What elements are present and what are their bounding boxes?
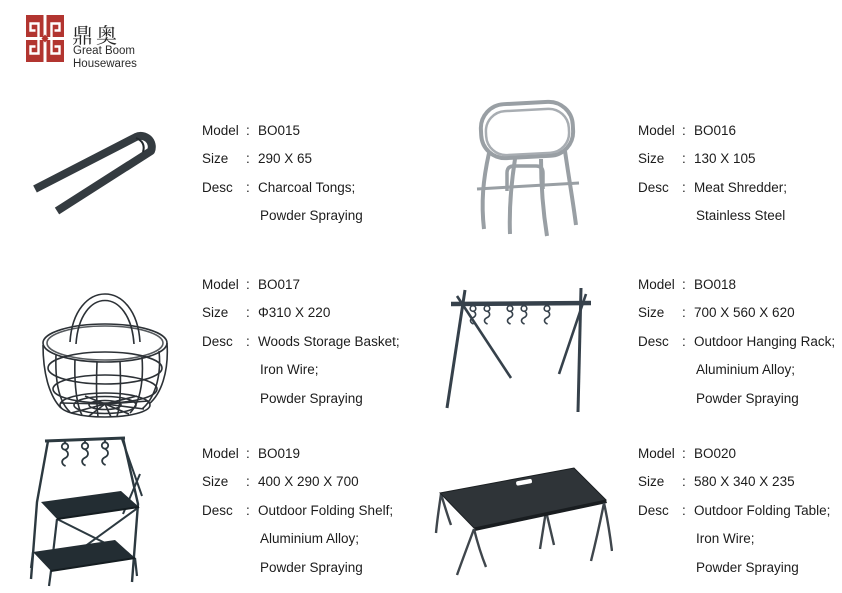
colon: : (246, 474, 250, 490)
desc-value: Aluminium Alloy; (260, 531, 360, 547)
desc-value: Charcoal Tongs; (258, 179, 356, 195)
product-image-outdoor-hanging-rack (437, 262, 615, 417)
spec-size-line (202, 145, 363, 174)
desc-value: Outdoor Folding Shelf; (258, 502, 394, 518)
product-image-meat-shredder (455, 95, 585, 240)
colon: : (682, 333, 686, 349)
colon: : (682, 502, 686, 518)
model-label: Model (202, 122, 239, 138)
desc-value: Iron Wire; (260, 362, 319, 378)
size-label: Size (202, 474, 229, 490)
spec-model-line (202, 270, 400, 299)
meat-shredder-icon (455, 95, 585, 240)
desc-value: Powder Spraying (696, 390, 799, 406)
size-value: 290 X 65 (258, 151, 313, 167)
size-label: Size (638, 305, 665, 321)
product-image-charcoal-tongs (20, 108, 190, 228)
colon: : (682, 474, 686, 490)
spec-size-line (638, 145, 787, 174)
product-spec-bo019 (202, 439, 393, 582)
product-spec-bo017 (202, 270, 400, 413)
model-label: Model (202, 276, 239, 292)
size-value: 700 X 560 X 620 (694, 305, 795, 321)
spec-desc-cont-line (638, 553, 830, 582)
model-label: Model (638, 276, 675, 292)
desc-value: Woods Storage Basket; (258, 333, 400, 349)
desc-value: Powder Spraying (260, 559, 363, 575)
spec-desc-cont-line (638, 525, 830, 554)
spec-desc-line (638, 496, 830, 525)
spec-desc-line (202, 327, 400, 356)
model-label: Model (202, 445, 239, 461)
size-value: 400 X 290 X 700 (258, 474, 359, 490)
spec-desc-line (638, 173, 787, 202)
model-value: BO017 (258, 276, 301, 292)
colon: : (246, 179, 250, 195)
spec-size-line (202, 468, 393, 497)
colon: : (246, 333, 250, 349)
product-image-wire-storage-basket (25, 252, 185, 428)
model-label: Model (638, 445, 675, 461)
desc-value: Outdoor Folding Table; (694, 502, 831, 518)
spec-model-line (638, 116, 787, 145)
spec-model-line (638, 439, 830, 468)
size-value: Φ310 X 220 (258, 305, 331, 321)
size-label: Size (638, 474, 665, 490)
desc-label: Desc (202, 179, 233, 195)
folding-shelf-icon (25, 424, 185, 592)
hanging-rack-icon (437, 262, 615, 417)
model-label: Model (638, 122, 675, 138)
desc-label: Desc (638, 333, 669, 349)
product-spec-bo015 (202, 116, 363, 230)
colon: : (682, 179, 686, 195)
brand-english-name-line2: Housewares (73, 58, 137, 70)
product-spec-bo018 (638, 270, 835, 413)
desc-value: Meat Shredder; (694, 179, 788, 195)
colon: : (246, 122, 250, 138)
folding-table-icon (428, 453, 613, 585)
spec-model-line (202, 116, 363, 145)
colon: : (682, 122, 686, 138)
spec-desc-line (202, 173, 363, 202)
spec-desc-cont-line (202, 202, 363, 231)
colon: : (246, 151, 250, 167)
model-value: BO019 (258, 445, 301, 461)
spec-desc-cont-line (638, 384, 835, 413)
colon: : (246, 502, 250, 518)
spec-desc-cont-line (202, 356, 400, 385)
product-spec-bo020 (638, 439, 830, 582)
size-value: 580 X 340 X 235 (694, 474, 795, 490)
colon: : (682, 276, 686, 292)
colon: : (682, 151, 686, 167)
spec-size-line (638, 468, 830, 497)
model-value: BO020 (694, 445, 737, 461)
model-value: BO015 (258, 122, 301, 138)
desc-label: Desc (638, 179, 669, 195)
colon: : (682, 445, 686, 461)
spec-model-line (638, 270, 835, 299)
desc-value: Powder Spraying (696, 559, 799, 575)
size-label: Size (202, 151, 229, 167)
desc-value: Aluminium Alloy; (696, 362, 796, 378)
wire-basket-icon (25, 252, 185, 428)
product-image-outdoor-folding-table (428, 453, 613, 585)
brand-english-name-line1: Great Boom (73, 45, 135, 57)
brand-logo-icon (26, 15, 64, 62)
model-value: BO018 (694, 276, 737, 292)
size-value: 130 X 105 (694, 151, 756, 167)
colon: : (682, 305, 686, 321)
model-value: BO016 (694, 122, 737, 138)
desc-value: Powder Spraying (260, 208, 363, 224)
size-label: Size (202, 305, 229, 321)
product-image-outdoor-folding-shelf (25, 424, 185, 592)
desc-value: Stainless Steel (696, 208, 786, 224)
product-spec-bo016 (638, 116, 787, 230)
desc-label: Desc (638, 502, 669, 518)
size-label: Size (638, 151, 665, 167)
spec-desc-cont-line (202, 384, 400, 413)
colon: : (246, 276, 250, 292)
spec-desc-cont-line (202, 553, 393, 582)
spec-desc-cont-line (202, 525, 393, 554)
desc-label: Desc (202, 502, 233, 518)
desc-label: Desc (202, 333, 233, 349)
spec-desc-cont-line (638, 356, 835, 385)
spec-model-line (202, 439, 393, 468)
spec-desc-line (638, 327, 835, 356)
spec-size-line (202, 299, 400, 328)
desc-value: Iron Wire; (696, 531, 755, 547)
colon: : (246, 445, 250, 461)
desc-value: Powder Spraying (260, 390, 363, 406)
desc-value: Outdoor Hanging Rack; (694, 333, 836, 349)
brand-chinese-name: 鼎奥 (72, 25, 120, 48)
spec-desc-cont-line (638, 202, 787, 231)
spec-size-line (638, 299, 835, 328)
charcoal-tongs-icon (20, 108, 190, 228)
colon: : (246, 305, 250, 321)
spec-desc-line (202, 496, 393, 525)
